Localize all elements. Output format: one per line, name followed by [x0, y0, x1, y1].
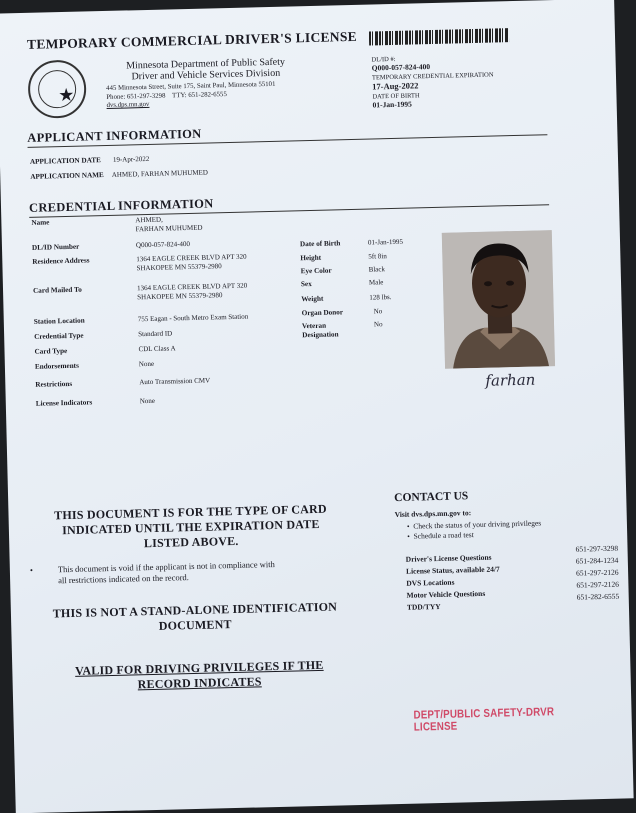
dl-id-value: Q000-057-824-400 [371, 62, 431, 73]
residence-address-value [136, 253, 247, 273]
license-indicators-value: None [139, 396, 156, 406]
not-id-notice [25, 599, 366, 637]
dob-value: 01-Jan-1995 [372, 99, 412, 110]
applicant-section-title: APPLICANT INFORMATION [27, 126, 202, 145]
bullet-icon: • [406, 521, 410, 531]
valid-privileges-notice [44, 657, 355, 695]
contact-phone: 651-297-3298 [575, 543, 619, 554]
residence-address-line-1: 1364 EAGLE CREEK BLVD APT 320 [136, 252, 247, 264]
contact-phone: 651-284-1234 [575, 555, 619, 566]
agency-name [105, 56, 305, 83]
document-title: TEMPORARY COMMERCIAL DRIVER'S LICENSE [26, 28, 358, 52]
contact-bullet-text: Schedule a road test [413, 529, 474, 541]
height-label: Height [300, 253, 322, 263]
not-id-line-2: DOCUMENT [158, 617, 232, 633]
agency-address: 445 Minnesota Street, Suite 175, Saint Paul, Minnesota 55101 [106, 80, 276, 92]
phone-label: Phone: [106, 93, 126, 101]
license-summary [371, 52, 542, 109]
void-line-1: This document is void if the applicant is not in compliance with [57, 559, 275, 575]
bullet-icon: • [29, 564, 33, 575]
credential-name-value [135, 215, 202, 235]
department-stamp: DEPT/PUBLIC SAFETY-DRVR LICENSE [413, 706, 555, 734]
valid-line-2: RECORD INDICATES [137, 674, 262, 692]
contact-bullets [407, 518, 542, 540]
valid-line-1: VALID FOR DRIVING PRIVILEGES IF THE [74, 657, 324, 678]
credential-section-title: CREDENTIAL INFORMATION [28, 196, 214, 215]
contact-label: Driver's License Questions [405, 552, 492, 564]
agency-line-2: Driver and Vehicle Services Division [131, 67, 281, 83]
void-notice [29, 557, 366, 587]
expiration-value: 17-Aug-2022 [372, 80, 419, 92]
veteran-label-line-2: Designation [302, 330, 339, 340]
document-type-line-1: THIS DOCUMENT IS FOR THE TYPE OF CARD [54, 501, 327, 523]
contact-label: DVS Locations [406, 577, 455, 588]
veteran-value: No [373, 320, 383, 329]
applicant-photo [442, 230, 555, 369]
star-icon: ★ [58, 84, 75, 106]
eye-color-label: Eye Color [300, 266, 332, 276]
dob-row-value: 01-Jan-1995 [367, 237, 404, 247]
card-mailed-line-2: SHAKOPEE MN 55379-2980 [137, 290, 223, 301]
credential-type-value: Standard ID [138, 329, 173, 339]
dl-number-label: DL/ID Number [31, 242, 80, 252]
card-mailed-label: Card Mailed To [32, 285, 82, 295]
contact-title: CONTACT US [394, 490, 469, 505]
dob-label: DATE OF BIRTH [372, 92, 420, 101]
dl-id-label: DL/ID #: [371, 55, 396, 64]
station-location-label: Station Location [33, 316, 85, 326]
contact-phone: 651-282-6555 [576, 591, 620, 602]
dob-row-label: Date of Birth [299, 239, 341, 249]
phone-value: 651-297-3298 [126, 92, 166, 100]
application-name-row [30, 162, 208, 184]
card-mailed-value [137, 282, 248, 302]
organ-donor-value: No [373, 307, 383, 316]
sex-label: Sex [300, 280, 312, 289]
application-date-value: 19-Apr-2022 [112, 154, 150, 164]
barcode [369, 28, 509, 45]
height-value: 5ft 8in [368, 252, 387, 261]
station-location-value: 755 Eagan - South Metro Exam Station [137, 312, 249, 324]
agency-address-block [106, 79, 357, 111]
restrictions-label: Restrictions [35, 379, 73, 389]
license-indicators-label: License Indicators [35, 398, 93, 408]
state-seal-icon [27, 59, 86, 118]
bullet-icon: • [407, 531, 410, 541]
credential-name-line-2: FARHAN MUHUMED [135, 223, 203, 234]
document-type-line-2: INDICATED UNTIL THE EXPIRATION DATE [61, 516, 320, 538]
seal-inner-ring [38, 70, 77, 109]
card-type-value: CDL Class A [138, 344, 176, 354]
restrictions-value: Auto Transmission CMV [139, 376, 211, 387]
organ-donor-label: Organ Donor [301, 308, 344, 318]
portrait-image [442, 230, 555, 369]
contact-label: TDD/TYY [406, 601, 441, 612]
residence-address-line-2: SHAKOPEE MN 55379-2980 [136, 261, 222, 272]
application-name-value: AHMED, FARHAN MUHUMED [111, 168, 208, 179]
contact-phones [575, 543, 619, 604]
contact-label: Motor Vehicle Questions [406, 588, 486, 600]
tty-label: TTY: [172, 91, 187, 99]
not-id-line-1: THIS IS NOT A STAND-ALONE IDENTIFICATION [52, 599, 338, 621]
agency-website[interactable]: dvs.dps.mn.gov [106, 100, 150, 109]
credential-name-line-1: AHMED, [135, 215, 163, 225]
veteran-label [302, 321, 339, 340]
agency-line-1: Minnesota Department of Public Safety [126, 56, 286, 72]
weight-label: Weight [301, 294, 324, 304]
contact-bullet-item [407, 528, 541, 541]
document-type-line-3: LISTED ABOVE. [143, 533, 239, 551]
sex-value: Male [368, 278, 384, 287]
weight-value: 128 lbs. [369, 293, 392, 302]
tty-value: 651-282-6555 [188, 90, 227, 99]
contact-visit: Visit dvs.dps.mn.gov to: [394, 508, 472, 520]
endorsements-value: None [138, 359, 155, 369]
card-type-label: Card Type [34, 347, 68, 356]
credential-type-label: Credential Type [34, 331, 84, 341]
document-type-notice [30, 501, 351, 554]
endorsements-label: Endorsements [34, 361, 79, 371]
contact-phone: 651-297-2126 [576, 579, 620, 590]
applicant-signature: farhan [485, 370, 536, 390]
card-mailed-line-1: 1364 EAGLE CREEK BLVD APT 320 [136, 281, 248, 293]
veteran-label-line-1: Veteran [301, 321, 327, 331]
application-name-label: APPLICATION NAME [30, 171, 104, 181]
eye-color-value: Black [368, 265, 386, 274]
contact-bullet-text: Check the status of your driving privileges [413, 518, 542, 531]
contact-label: License Status, available 24/7 [405, 564, 500, 576]
void-line-2: all restrictions indicated on the record. [58, 572, 189, 586]
expiration-label: TEMPORARY CREDENTIAL EXPIRATION [371, 71, 494, 82]
contact-phone: 651-297-2126 [576, 567, 619, 578]
contact-labels [406, 552, 501, 614]
dl-number-value: Q000-057-824-400 [135, 239, 191, 250]
application-date-label: APPLICATION DATE [29, 156, 101, 166]
residence-address-label: Residence Address [32, 256, 90, 266]
credential-name-label: Name [31, 218, 50, 227]
